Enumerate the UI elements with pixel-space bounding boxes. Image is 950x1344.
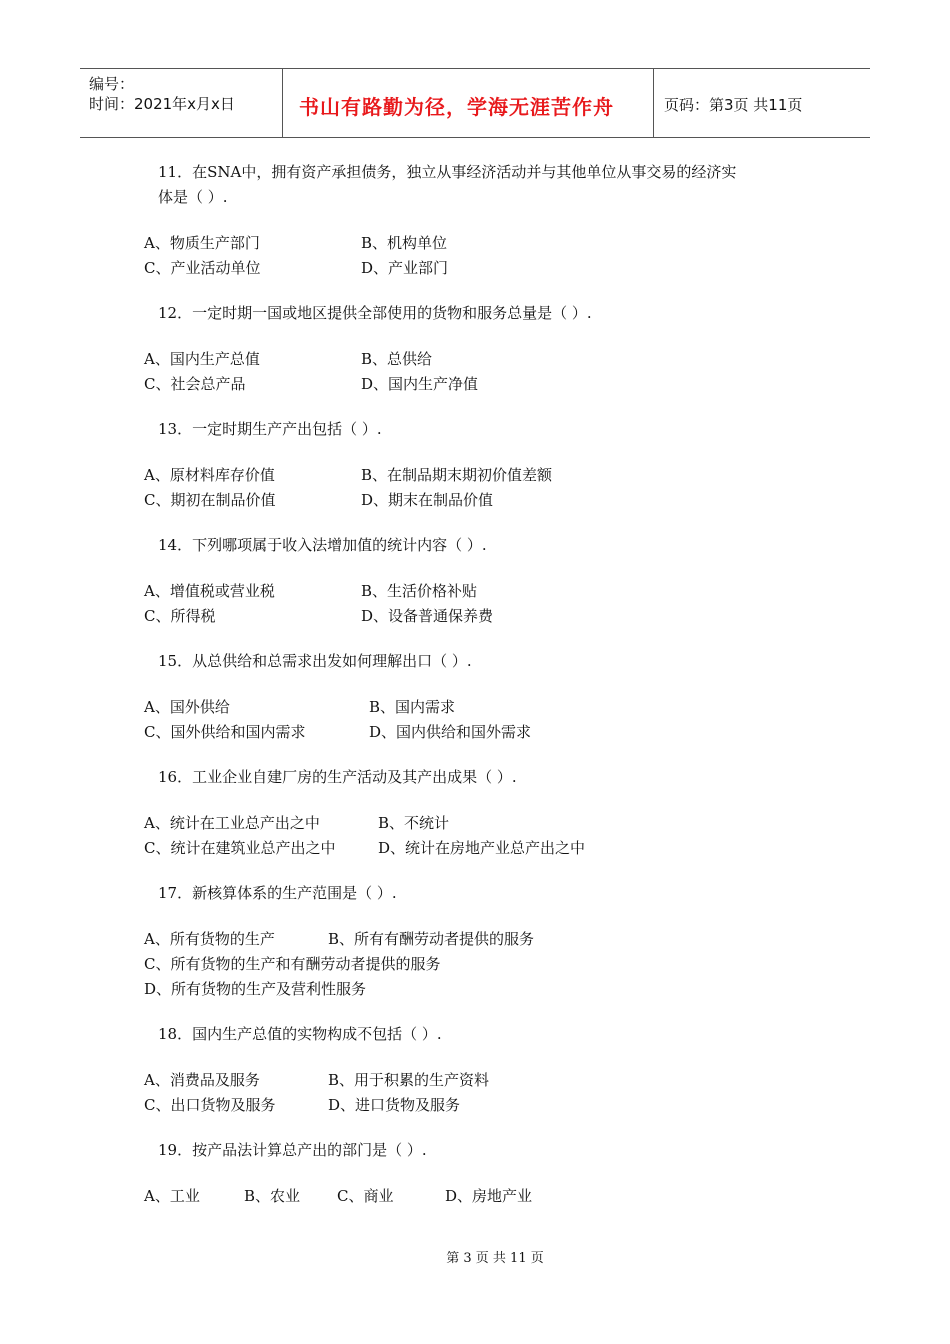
- question-option: D、所有货物的生产及营利性服务: [144, 980, 367, 998]
- question-option: C、期初在制品价值: [144, 491, 276, 509]
- question-option: A、国内生产总值: [144, 350, 260, 368]
- question-option: B、农业: [244, 1187, 301, 1205]
- document-date: 时间：2021年x月x日: [89, 95, 235, 113]
- question-option: C、所得税: [144, 607, 216, 625]
- question-option: A、统计在工业总产出之中: [144, 814, 320, 832]
- question-option: C、产业活动单位: [144, 259, 261, 277]
- page-footer: 第 3 页 共 11 页: [446, 1251, 544, 1266]
- question-option: C、社会总产品: [144, 375, 246, 393]
- header-page-info: 页码：第3页 共11页: [664, 96, 803, 114]
- page-header: [80, 68, 870, 138]
- question-stem-continued: 体是（ ）.: [158, 188, 228, 206]
- question-option: B、不统计: [378, 814, 450, 832]
- question-stem: 16．工业企业自建厂房的生产活动及其产出成果（ ）.: [158, 768, 517, 786]
- question-stem: 19．按产品法计算总产出的部门是（ ）.: [158, 1141, 427, 1159]
- question-option: A、工业: [144, 1187, 200, 1205]
- question-option: C、所有货物的生产和有酬劳动者提供的服务: [144, 955, 441, 973]
- question-option: C、统计在建筑业总产出之中: [144, 839, 336, 857]
- question-option: C、商业: [337, 1187, 394, 1205]
- header-motto-cell: [283, 69, 654, 137]
- document-number-label: 编号：: [89, 75, 135, 93]
- question-stem: 12．一定时期一国或地区提供全部使用的货物和服务总量是（ ）.: [158, 304, 592, 322]
- question-option: A、物质生产部门: [144, 234, 260, 252]
- question-option: B、所有有酬劳动者提供的服务: [328, 930, 535, 948]
- header-meta: [80, 69, 283, 137]
- question-option: B、总供给: [361, 350, 433, 368]
- question-option: B、在制品期末期初价值差额: [361, 466, 553, 484]
- header-motto: 书山有路勤为径，学海无涯苦作舟: [299, 95, 614, 119]
- question-option: B、国内需求: [369, 698, 456, 716]
- question-stem: 11．在SNA中，拥有资产承担债务，独立从事经济活动并与其他单位从事交易的经济实: [158, 163, 737, 181]
- question-option: D、设备普通保养费: [361, 607, 494, 625]
- question-option: D、期末在制品价值: [361, 491, 494, 509]
- question-stem: 13．一定时期生产产出包括（ ）.: [158, 420, 382, 438]
- question-option: D、国内生产净值: [361, 375, 479, 393]
- header-page-cell: [654, 69, 870, 137]
- question-option: A、国外供给: [144, 698, 230, 716]
- question-option: A、原材料库存价值: [144, 466, 275, 484]
- question-option: B、用于积累的生产资料: [328, 1071, 490, 1089]
- question-option: A、消费品及服务: [144, 1071, 260, 1089]
- question-option: C、国外供给和国内需求: [144, 723, 306, 741]
- question-stem: 18．国内生产总值的实物构成不包括（ ）.: [158, 1025, 442, 1043]
- question-option: D、国内供给和国外需求: [369, 723, 532, 741]
- question-option: C、出口货物及服务: [144, 1096, 276, 1114]
- question-option: D、产业部门: [361, 259, 449, 277]
- question-option: A、增值税或营业税: [144, 582, 275, 600]
- question-stem: 14．下列哪项属于收入法增加值的统计内容（ ）.: [158, 536, 487, 554]
- question-option: D、进口货物及服务: [328, 1096, 461, 1114]
- question-option: B、生活价格补贴: [361, 582, 478, 600]
- question-option: A、所有货物的生产: [144, 930, 275, 948]
- question-stem: 17．新核算体系的生产范围是（ ）.: [158, 884, 397, 902]
- question-option: D、统计在房地产业总产出之中: [378, 839, 586, 857]
- question-stem: 15．从总供给和总需求出发如何理解出口（ ）.: [158, 652, 472, 670]
- question-option: D、房地产业: [445, 1187, 533, 1205]
- question-option: B、机构单位: [361, 234, 448, 252]
